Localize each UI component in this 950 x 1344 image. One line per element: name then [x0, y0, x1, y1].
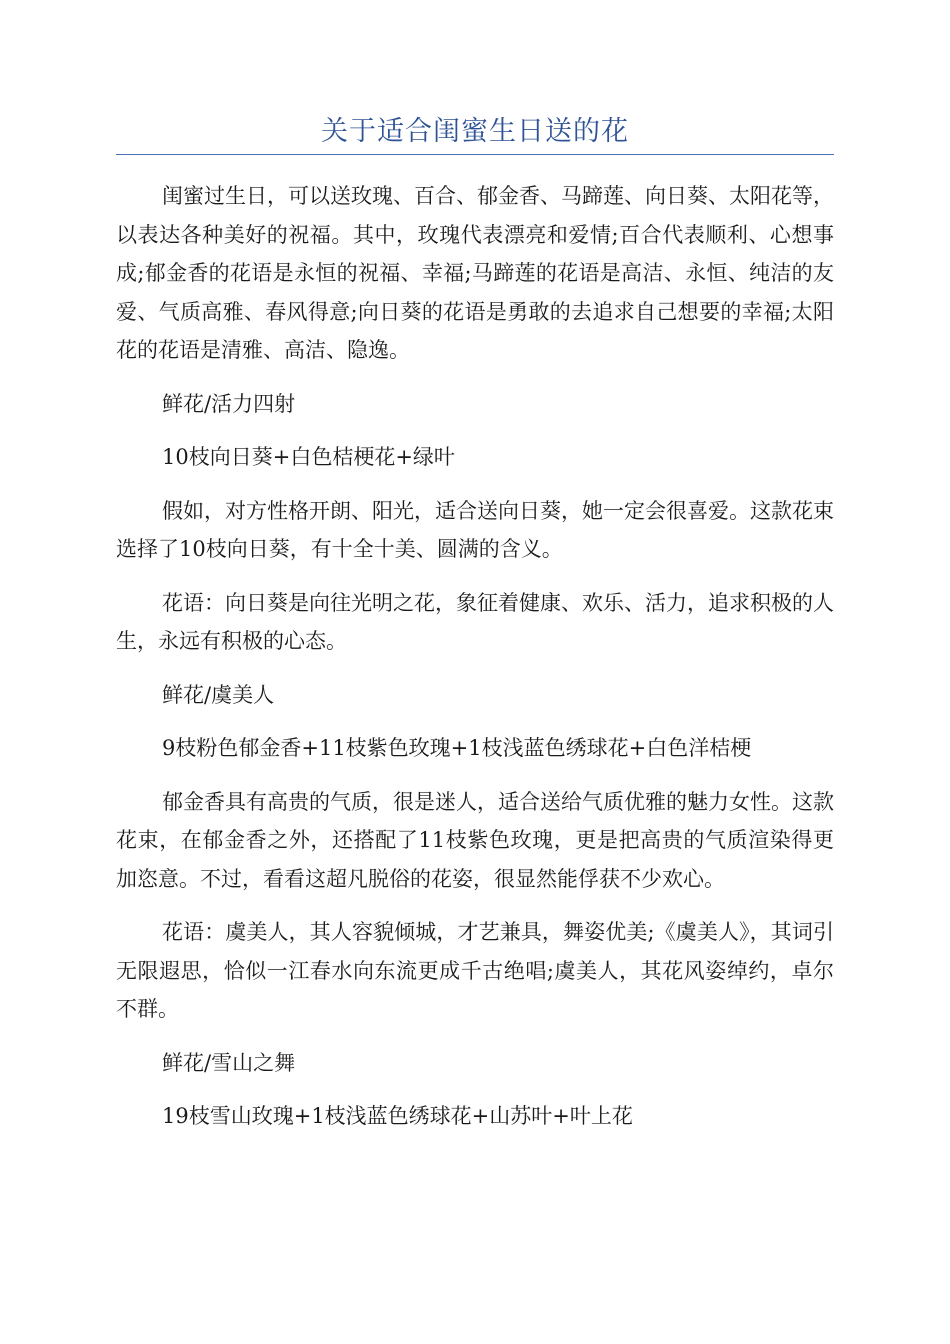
document-title: 关于适合闺蜜生日送的花: [321, 116, 629, 147]
bouquet-composition-snow-mountain: 19枝雪山玫瑰+1枝浅蓝色绣球花+山苏叶+叶上花: [162, 1104, 633, 1128]
description-vitality: 假如，对方性格开朗、阳光，适合送向日葵，她一定会很喜爱。这款花束选择了10枝向日葵，有十全十美、圆满的含义。: [116, 498, 834, 561]
document-page: [116, 112, 834, 1151]
section-heading-vitality: 鲜花/活力四射: [162, 391, 296, 416]
bouquet-composition-vitality: 10枝向日葵+白色桔梗花+绿叶: [162, 445, 455, 469]
intro-paragraph: 闺蜜过生日，可以送玫瑰、百合、郁金香、马蹄莲、向日葵、太阳花等，以表达各种美好的祝福。其中，玫瑰代表漂亮和爱情;百合代表顺利、心想事成;郁金香的花语是永恒的祝福、幸福;马蹄莲的花语是高洁、永恒、纯洁的友爱、气质高雅、春风得意;向日葵的花语是勇敢的去追求自己想要的幸福;太阳花的花语是清雅、高洁、隐逸。: [116, 184, 834, 362]
section-heading-yumeiren: 鲜花/虞美人: [162, 682, 275, 707]
description-yumeiren: 郁金香具有高贵的气质，很是迷人，适合送给气质优雅的魅力女性。这款花束，在郁金香之外，还搭配了11枝紫色玫瑰，更是把高贵的气质渲染得更加恣意。不过，看看这超凡脱俗的花姿，很显然能俘获不少欢心。: [116, 789, 834, 891]
flower-language-yumeiren: 花语：虞美人，其人容貌倾城，才艺兼具，舞姿优美;《虞美人》，其词引无限遐思，恰似一江春水向东流更成千古绝唱;虞美人，其花风姿绰约，卓尔不群。: [116, 920, 834, 1021]
bouquet-composition-yumeiren: 9枝粉色郁金香+11枝紫色玫瑰+1枝浅蓝色绣球花+白色洋桔梗: [162, 736, 752, 760]
section-heading-snow-mountain: 鲜花/雪山之舞: [162, 1050, 296, 1075]
title-underline: [116, 154, 834, 155]
flower-language-vitality: 花语：向日葵是向往光明之花，象征着健康、欢乐、活力，追求积极的人生，永远有积极的心态。: [116, 590, 834, 653]
